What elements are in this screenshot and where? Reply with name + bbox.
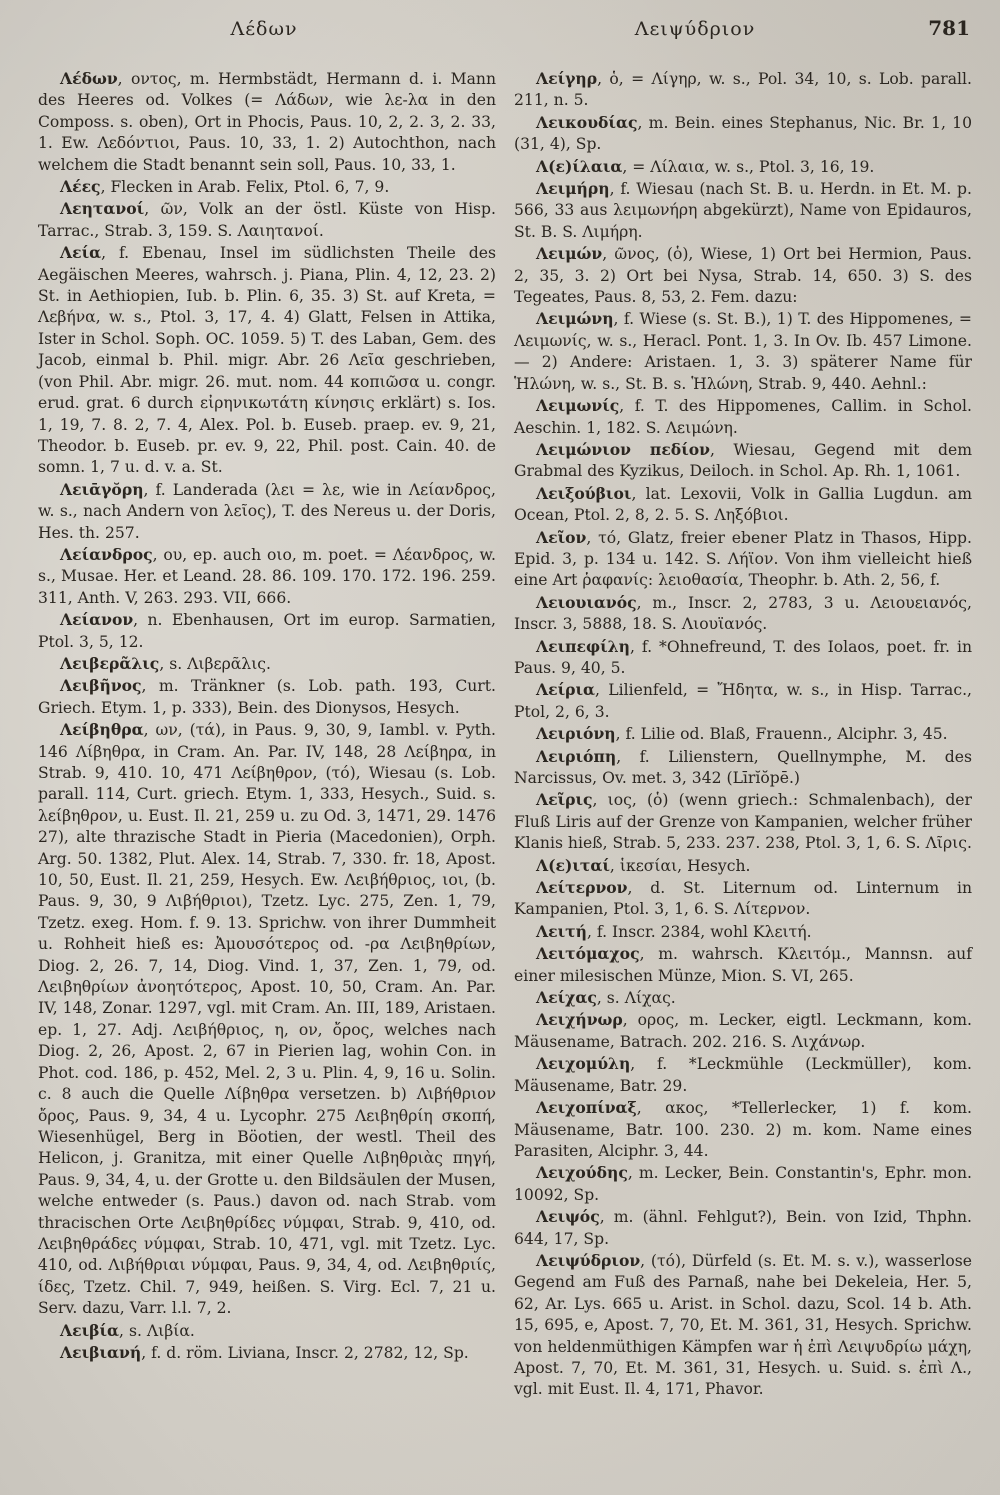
entry-headword: Λειμώνη: [536, 309, 614, 329]
dictionary-entry: [514, 987, 972, 1009]
entry-headword: Λείβηθρα: [60, 720, 144, 740]
entry-headword: Λεητανοί: [60, 199, 145, 219]
running-head-left-title: Λέδων: [230, 18, 298, 40]
dictionary-entry: [514, 723, 972, 745]
entry-headword: Λειᾱγŏρη: [60, 479, 144, 499]
entry-headword: Λ(ε)ίλαια: [536, 156, 623, 176]
entry-headword: Λειψύδριον: [536, 1250, 641, 1270]
entry-body: , m. Lecker, Bein. Constantin's, Ephr. mon. 10092, Sp.: [514, 1164, 972, 1204]
entry-headword: Λεία: [60, 243, 102, 263]
entry-body: , τό, Glatz, freier ebener Platz in Thasos, Hipp. Epid. 3, p. 134 u. 142. S. Λήϊον. Von ihm vielleicht hieß eine Art ῥαφανίς: λειοθασία, Theophr. b. Ath. 2, 56, f.: [514, 528, 972, 590]
entry-body: , ων, (τά), in Paus. 9, 30, 9, Iambl. v. Pyth. 146 Λίβηθρα, in Cram. An. Par. IV, 148, 28 Λείβηρα, in Strab. 9, 410. 10, 471 Λείβηθρον, (τό), Wiesau (s. Lob. parall. 114, Curt. griech. Etym. 1, 333, Hesych., Suid. s. λείβηθρον, u. Eust. Il. 21, 259 u. zu Od. 3, 1471, 29. 1476 27), alte thrazische Stadt in Pieria (Macedonien), Orph. Arg. 50. 1382, Plut. Alex. 14, Strab. 7, 330. fr. 18, Apost. 10, 50, Eust. Il. 21, 259, Hesych. Ew. Λειβήθριος, ιοι, (b. Paus. 9, 30, 9 Λιβήθριοι), Tzetz. Lyc. 275, Zen. 1, 79, Tzetz. exeg. Hom. f. 9. 13. Sprichw. von ihrer Dummheit u. Rohheit hieß es: Ἀμουσότερος od. -ρα Λειβηθρίων, Diog. 2, 26. 7, 14, Diog. Vind. 1, 37, Zen. 1, 79, od. Λειβηθρίων ἀνοητότερος, Apost. 10, 50, Cram. An. Par. IV, 148, Zonar. 1297, vgl. mit Cram. An. III, 189, Aristaen. ep. 1, 27. Adj. Λειβήθριος, η, ον, ὄρος, welches nach Diog. 2, 26, Apost. 2, 67 in Pierien lag, wohin Con. in Phot. cod. 186, p. 452, Mel. 2, 3 u. Plin. 4, 9, 16 u. Solin. c. 8 auch die Quelle Λίβηθρα versetzen. b) Λιβήθριον ὄρος, Paus. 9, 34, 4 u. Lycophr. 275 Λειβηθρίη σκοπή, Wiesenhügel, Berg in Böotien, der westl. Theil des Helicon, j. Granitza, mit einer Quelle Λιβηθριὰς πηγή, Paus. 9, 34, 4, u. der Grotte u. den Bildsäulen der Musen, welche entweder (s. Paus.) davon od. nach Strab. vom thracischen Orte Λειβηθρίδες νύμφαι, Strab. 9, 410, od. Λειβηθράδες νύμφαι, Strab. 10, 471, vgl. mit Tzetz. Lyc. 410, od. Λιβήθριαι νύμφαι, Paus. 9, 34, 4, od. Λειβηθριίς, ίδες, Tzetz. Chil. 7, 949, heißen. S. Virg. Ecl. 7, 21 u. Serv. dazu, Varr. l.l. 7, 2.: [38, 721, 496, 1318]
entry-headword: Λ(ε)ιταί: [536, 855, 610, 875]
entry-body: , n. Ebenhausen, Ort im europ. Sarmatien, Ptol. 3, 5, 12.: [38, 611, 496, 651]
entry-body: , f. Wiesau (nach St. B. u. Herdn. in Et. M. p. 566, 33 aus λειμωνήρη abgekürzt), Name von Epidauros, St. B. S. Λιμήρη.: [514, 180, 972, 241]
entry-body: , ὁ, = Λίγηρ, w. s., Pol. 34, 10, s. Lob. parall. 211, n. 5.: [514, 70, 972, 110]
entry-headword: Λεῖον: [536, 527, 587, 547]
dictionary-entry: [514, 746, 972, 790]
entry-body: , f. Lilie od. Blaß, Frauenn., Alciphr. 3, 45.: [615, 725, 948, 744]
running-head: [38, 16, 970, 40]
entry-headword: Λειμήρη: [536, 179, 610, 199]
entry-headword: Λειτή: [536, 921, 587, 941]
dictionary-entry: [514, 1053, 972, 1097]
entry-headword: Λειχομύλη: [536, 1054, 631, 1074]
dictionary-entry: [514, 156, 972, 178]
entry-headword: Λεικουδίας: [536, 112, 638, 132]
entry-body: , f. *Leckmühle (Leckmüller), kom. Mäusename, Batr. 29.: [514, 1055, 972, 1095]
dictionary-entry: [38, 68, 496, 176]
dictionary-entry: [38, 198, 496, 242]
dictionary-entry: [38, 176, 496, 198]
dictionary-entry: [514, 855, 972, 877]
entry-headword: Λέδων: [60, 69, 118, 88]
dictionary-entry: [514, 679, 972, 723]
entry-body: , m. (ähnl. Fehlgut?), Bein. von Izid, Thphn. 644, 17, Sp.: [514, 1208, 972, 1248]
entry-body: , f. Wiese (s. St. B.), 1) T. des Hippomenes, = Λειμωνίς, w. s., Heracl. Pont. 1, 3. In Ov. Ib. 457 Limone. — 2) Andere: Aristaen. 1, 3. 3) späterer Name für Ἡλώνη, w. s., St. B. s. Ἡλώνη, Strab. 9, 440. Aehnl.:: [514, 310, 972, 393]
entry-headword: Λείγηρ: [536, 69, 598, 88]
dictionary-entry: [38, 1320, 496, 1342]
entry-headword: Λείτερνον: [536, 878, 628, 898]
dictionary-entry: [38, 544, 496, 609]
entry-body: , ακος, *Tellerlecker, 1) f. kom. Mäusename, Batr. 100. 230. 2) m. kom. Name eines Parasiten, Alciphr. 3, 44.: [514, 1099, 972, 1160]
entry-body: , Lilienfeld, = Ἤδητα, w. s., in Hisp. Tarrac., Ptol, 2, 6, 3.: [514, 681, 972, 721]
entry-body: , d. St. Liternum od. Linternum in Kampanien, Ptol. 3, 1, 6. S. Λίτερνον.: [514, 879, 972, 919]
entry-headword: Λειβῆνος: [60, 676, 142, 696]
entry-body: , m. Tränkner (s. Lob. path. 193, Curt. Griech. Etym. 1, p. 333), Bein. des Dionysos, Hesych.: [38, 677, 496, 717]
entry-headword: Λειχοπίναξ: [536, 1098, 637, 1118]
entry-body: , lat. Lexovii, Volk in Gallia Lugdun. am Ocean, Ptol. 2, 8, 2. 5. S. Ληξόβιοι.: [514, 484, 972, 525]
entry-headword: Λειριόνη: [536, 724, 616, 744]
entry-headword: Λειουιανός: [536, 592, 637, 612]
entry-body: , f. Lilienstern, Quellnymphe, M. des Narcissus, Ov. met. 3, 342 (Līrĭŏpē.): [514, 747, 972, 787]
dictionary-entry: [514, 68, 972, 112]
entry-body: , s. Λίχας.: [596, 989, 676, 1008]
entry-body: , f. d. röm. Liviana, Inscr. 2, 2782, 12, Sp.: [141, 1343, 469, 1362]
entry-body: , ῶν, Volk an der östl. Küste von Hisp. Tarrac., Strab. 3, 159. S. Λαιητανοί.: [38, 200, 496, 240]
dictionary-entry: [38, 479, 496, 544]
dictionary-entry: [514, 112, 972, 156]
page-number: 781: [928, 16, 970, 40]
entry-body: , m. Bein. eines Stephanus, Nic. Br. 1, 10 (31, 4), Sp.: [514, 113, 972, 154]
entry-body: , οντος, m. Hermbstädt, Hermann d. i. Mann des Heeres od. Volkes (= Λάδων, wie λε-λα in den Composs. s. oben), Ort in Phocis, Paus. 10, 2, 2. 3, 2. 33, 1. Ew. Λεδόντιοι, Paus. 10, 33, 1. 2) Autochthon, nach welchem die Stadt benannt sein soll, Paus. 10, 33, 1.: [38, 70, 496, 174]
dictionary-entry: [38, 653, 496, 675]
entry-body: , s. Λιβία.: [119, 1321, 195, 1340]
entry-headword: Λειχούδης: [536, 1163, 628, 1183]
entry-headword: Λειψός: [536, 1207, 600, 1227]
entry-body: , ἱκεσίαι, Hesych.: [609, 856, 751, 875]
entry-headword: Λειριόπη: [536, 746, 617, 766]
entry-body: , ιος, (ὁ) (wenn griech.: Schmalenbach), der Fluß Liris auf der Grenze von Kampanien, welcher früher Klanis hieß, Strab. 5, 233. 237. 238, Ptol. 3, 1, 6. S. Λῖρις.: [514, 791, 972, 853]
dictionary-entry: [514, 1097, 972, 1162]
entry-body: , f. Ebenau, Insel im südlichsten Theile des Aegäischen Meeres, wahrsch. j. Piana, Plin. 4, 12, 23. 2) St. in Aethiopien, Iub. b. Plin. 6, 35. 3) St. auf Kreta, = Λεβήνα, w. s., Ptol. 3, 17, 4. 4) Glatt, Felsen in Attika, Ister in Schol. Soph. OC. 1059. 5) T. des Laban, Gem. des Jacob, einmal b. Phil. migr. Abr. 26 Λεῖα geschrieben, (von Phil. Abr. migr. 26. mut. nom. 44 κοπιῶσα u. congr. erud. grat. 6 durch εἰρηνικωτάτη κίνησις erklärt) s. Ios. 1, 19, 7. 8. 2, 7. 4, Alex. Pol. b. Euseb. praep. ev. 9, 21, Theodor. b. Euseb. pr. ev. 9, 22, Phil. post. Cain. 40. de somn. 1, 7 u. d. v. a. St.: [38, 244, 496, 477]
entry-body: , ορος, m. Lecker, eigtl. Leckmann, kom. Mäusename, Batrach. 202. 216. S. Λιχάνωρ.: [514, 1011, 972, 1051]
entry-headword: Λειμώνιον πεδίον: [536, 439, 710, 459]
dictionary-entry: [514, 636, 972, 680]
entry-body: , f. *Ohnefreund, T. des Iolaos, poet. fr. in Paus. 9, 40, 5.: [514, 637, 972, 677]
entry-body: , m., Inscr. 2, 2783, 3 u. Λειουειανός, Inscr. 3, 5888, 18. S. Λιουϊανός.: [514, 593, 972, 634]
entry-body: , m. wahrsch. Κλειτόμ., Mannsn. auf einer milesischen Münze, Mion. S. VI, 265.: [514, 945, 972, 985]
entry-headword: Λειτόμαχος: [536, 944, 640, 964]
dictionary-entry: [38, 1342, 496, 1364]
entry-headword: Λειβιανή: [60, 1342, 142, 1362]
dictionary-entry: [514, 1206, 972, 1250]
dictionary-entry: [514, 439, 972, 483]
text-columns: [38, 68, 972, 1481]
dictionary-entry: [514, 243, 972, 308]
entry-headword: Λειμών: [536, 244, 603, 264]
dictionary-entry: [514, 178, 972, 243]
entry-body: , (τό), Dürfeld (s. Et. M. s. v.), wasserlose Gegend am Fuß des Parnaß, nahe bei Dekeleia, Her. 5, 62, Ar. Lys. 665 u. Arist. in Schol. dazu, Scol. 14 b. Ath. 15, 695, e, Apost. 7, 70, Et. M. 361, 31, Hesych. Sprichw. von heldenmüthigen Kämpfen war ἡ ἐπὶ Λειψυδρίω μάχη, Apost. 7, 70, Et. M. 361, 31, Hesych. u. Suid. s. ἐπὶ Λ., vgl. mit Eust. Il. 4, 171, Phavor.: [514, 1251, 972, 1399]
entry-headword: Λείανον: [60, 610, 134, 630]
entry-body: , ου, ep. auch οιο, m. poet. = Λέανδρος, w. s., Musae. Her. et Leand. 28. 86. 109. 170. 172. 196. 259. 311, Anth. V, 263. 293. VII, 666.: [38, 545, 496, 607]
dictionary-entry: [514, 789, 972, 854]
entry-body: , = Λίλαια, w. s., Ptol. 3, 16, 19.: [622, 157, 875, 176]
entry-headword: Λειβία: [60, 1320, 120, 1340]
entry-body: , f. Inscr. 2384, wohl Κλειτή.: [586, 922, 812, 941]
dictionary-entry: [38, 675, 496, 719]
entry-headword: Λείρια: [536, 680, 596, 700]
entry-body: , Wiesau, Gegend mit dem Grabmal des Kyzikus, Deiloch. in Schol. Ap. Rh. 1, 1061.: [514, 440, 972, 481]
running-head-right-title: Λειψύδριον: [634, 18, 756, 40]
entry-headword: Λεῖρις: [536, 790, 593, 810]
dictionary-entry: [514, 308, 972, 395]
entry-headword: Λειξούβιοι: [536, 483, 632, 503]
dictionary-entry: [514, 877, 972, 921]
left-column: [38, 68, 496, 1481]
dictionary-entry: [38, 242, 496, 478]
entry-body: , Flecken in Arab. Felix, Ptol. 6, 7, 9.: [100, 178, 390, 197]
entry-body: , ῶνος, (ὁ), Wiese, 1) Ort bei Hermion, Paus. 2, 35, 3. 2) Ort bei Nysa, Strab. 14, 650. 3) S. des Tegeates, Paus. 8, 53, 2. Fem. dazu:: [514, 245, 972, 307]
entry-headword: Λειμωνίς: [536, 396, 620, 416]
dictionary-entry: [514, 1250, 972, 1401]
entry-body: , f. T. des Hippomenes, Callim. in Schol. Aeschin. 1, 182. S. Λειμώνη.: [514, 397, 972, 437]
entry-headword: Λειπεφίλη: [536, 636, 630, 656]
entry-headword: Λειχήνωρ: [536, 1010, 623, 1030]
right-column: [514, 68, 972, 1481]
dictionary-entry: [514, 921, 972, 943]
dictionary-entry: [514, 395, 972, 439]
dictionary-entry: [514, 1162, 972, 1206]
dictionary-entry: [38, 719, 496, 1319]
dictionary-entry: [514, 483, 972, 527]
dictionary-entry: [514, 943, 972, 987]
entry-body: , f. Landerada (λει = λε, wie in Λείανδρος, w. s., nach Andern von λεῖος), T. des Nereus u. der Doris, Hes. th. 257.: [38, 480, 496, 542]
dictionary-entry: [514, 1009, 972, 1053]
entry-body: , s. Λιβερᾶλις.: [159, 654, 271, 673]
entry-headword: Λείχας: [536, 988, 597, 1008]
entry-headword: Λειβερᾶλις: [60, 653, 160, 673]
dictionary-entry: [514, 592, 972, 636]
dictionary-entry: [514, 527, 972, 592]
entry-headword: Λείανδρος: [60, 544, 153, 564]
dictionary-entry: [38, 609, 496, 653]
entry-headword: Λέες: [60, 177, 101, 197]
